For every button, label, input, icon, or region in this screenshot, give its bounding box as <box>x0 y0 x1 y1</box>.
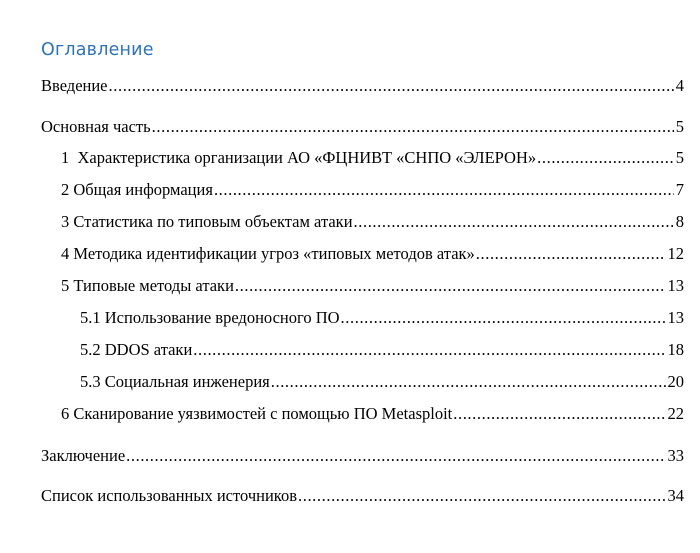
toc-leader-dots <box>298 486 666 506</box>
toc-heading: Оглавление <box>41 40 154 60</box>
toc-entry-title: 5 Типовые методы атаки <box>61 276 234 295</box>
toc-page-number: 18 <box>667 340 684 359</box>
toc-entry-section-3[interactable] <box>61 212 684 232</box>
toc-leader-dots <box>537 148 674 168</box>
toc-entry-section-5-1[interactable] <box>80 308 684 328</box>
toc-leader-dots <box>476 244 666 264</box>
toc-page-number: 5 <box>675 117 684 136</box>
toc-entry-introduction[interactable] <box>41 76 684 96</box>
toc-page-number: 12 <box>667 244 684 263</box>
toc-entry-title: 4 Методика идентификации угроз «типовых методов атак» <box>61 244 475 263</box>
toc-page-number: 20 <box>667 372 684 391</box>
toc-entry-section-4[interactable] <box>61 244 684 264</box>
toc-page-number: 4 <box>675 76 684 95</box>
toc-leader-dots <box>453 404 665 424</box>
toc-entry-title: 5.3 Социальная инженерия <box>80 372 270 391</box>
toc-leader-dots <box>152 117 674 137</box>
toc-entry-conclusion[interactable] <box>41 446 684 466</box>
toc-leader-dots <box>126 446 665 466</box>
toc-entry-section-1[interactable] <box>61 148 684 168</box>
toc-leader-dots <box>354 212 674 232</box>
toc-entry-main-part[interactable] <box>41 117 684 137</box>
toc-entry-title: Основная часть <box>41 117 151 136</box>
toc-leader-dots <box>271 372 666 392</box>
toc-page-number: 22 <box>667 404 684 423</box>
toc-entry-title: 5.2 DDOS атаки <box>80 340 193 359</box>
toc-page-number: 8 <box>675 212 684 231</box>
toc-page-number: 34 <box>667 486 684 505</box>
toc-entry-section-5-3[interactable] <box>80 372 684 392</box>
toc-leader-dots <box>193 340 665 360</box>
toc-entry-section-2[interactable] <box>61 180 684 200</box>
toc-leader-dots <box>341 308 666 328</box>
toc-page-number: 13 <box>667 308 684 327</box>
toc-page-number: 13 <box>667 276 684 295</box>
toc-entry-section-5-2[interactable] <box>80 340 684 360</box>
toc-entry-title: 3 Статистика по типовым объектам атаки <box>61 212 353 231</box>
toc-entry-title: 1 Характеристика организации АО «ФЦНИВТ «СНПО «ЭЛЕРОН» <box>61 148 537 167</box>
toc-entry-title: Введение <box>41 76 108 95</box>
toc-page-number: 33 <box>667 446 684 465</box>
toc-entry-section-5[interactable] <box>61 276 684 296</box>
toc-leader-dots <box>235 276 666 296</box>
toc-entry-title: 2 Общая информация <box>61 180 213 199</box>
toc-entry-title: 6 Сканирование уязвимостей с помощью ПО Metasploit <box>61 404 453 423</box>
toc-page-number: 5 <box>675 148 684 167</box>
toc-entry-section-6[interactable] <box>61 404 684 424</box>
toc-entry-references[interactable] <box>41 486 684 506</box>
toc-entry-title: Заключение <box>41 446 126 465</box>
toc-page-number: 7 <box>675 180 684 199</box>
toc-entry-title: 5.1 Использование вредоносного ПО <box>80 308 340 327</box>
toc-leader-dots <box>214 180 674 200</box>
toc-leader-dots <box>109 76 674 96</box>
toc-entry-title: Список использованных источников <box>41 486 297 505</box>
